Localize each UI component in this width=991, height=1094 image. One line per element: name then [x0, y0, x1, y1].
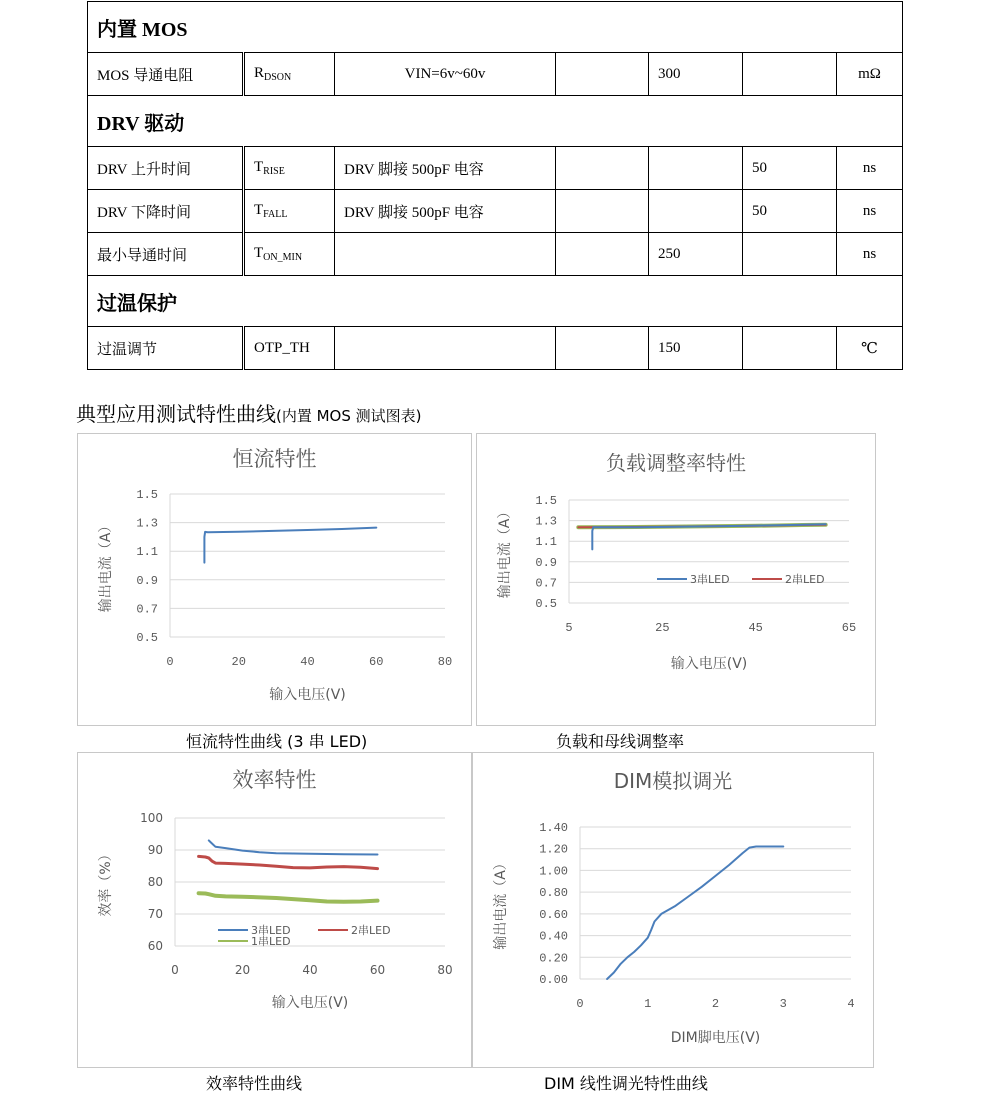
- unit-cell: ns: [837, 147, 903, 190]
- min-cell: [556, 53, 649, 96]
- legend-label: 3串LED: [690, 573, 730, 586]
- series-line-1: [209, 840, 378, 854]
- series-line-1: [607, 847, 783, 980]
- min-cell: [556, 233, 649, 276]
- y-tick-label: 1.40: [539, 821, 568, 835]
- min-cell: [556, 327, 649, 370]
- chart-title: 恒流特性: [232, 447, 317, 471]
- caption-load-regulation: 负载和母线调整率: [556, 732, 685, 751]
- chart-title: 负载调整率特性: [606, 451, 746, 475]
- section-title: 内置 MOS: [88, 2, 903, 53]
- caption-constant-current: 恒流特性曲线 (3 串 LED): [186, 732, 368, 751]
- y-axis-label: 输出电流（A）: [493, 856, 509, 950]
- max-cell: 50: [743, 190, 837, 233]
- y-tick-label: 90: [147, 843, 163, 857]
- symbol-cell: [244, 53, 335, 96]
- y-tick-label: 70: [147, 907, 163, 921]
- chart-title: 效率特性: [232, 768, 317, 792]
- x-axis-label: DIM脚电压(V): [670, 1030, 761, 1046]
- y-tick-label: 0.40: [539, 929, 568, 944]
- y-tick-label: 1.5: [535, 494, 557, 508]
- spec-row: [88, 190, 903, 233]
- x-tick-label: 1: [644, 997, 652, 1011]
- y-tick-label: 1.20: [539, 842, 568, 857]
- legend-label: 3串LED: [251, 924, 291, 937]
- symbol-sub: ON_MIN: [263, 252, 303, 263]
- max-cell: [743, 327, 837, 370]
- x-axis-label: 输入电压(V): [271, 995, 349, 1011]
- x-tick-label: 4: [847, 997, 855, 1011]
- chart-svg: [78, 753, 471, 1067]
- param-cell: DRV 下降时间: [88, 190, 244, 233]
- y-tick-label: 1.3: [136, 516, 158, 531]
- series-line-3: [199, 893, 378, 902]
- symbol-main: T: [254, 202, 264, 218]
- spec-row: [88, 147, 903, 190]
- y-tick-label: 0.60: [539, 907, 568, 922]
- unit-cell: ns: [837, 190, 903, 233]
- caption-efficiency: 效率特性曲线: [206, 1074, 303, 1093]
- y-tick-label: 1.00: [539, 864, 568, 879]
- x-tick-label: 20: [231, 655, 246, 669]
- series-line-1: [204, 528, 376, 563]
- typ-cell: 300: [649, 53, 743, 96]
- section-heading: [76, 398, 422, 427]
- symbol-main: R: [254, 65, 265, 81]
- y-tick-label: 1.5: [136, 488, 158, 502]
- chart-svg: [78, 434, 471, 725]
- y-tick-label: 0.00: [539, 973, 568, 987]
- x-tick-label: 0: [171, 963, 179, 977]
- chart-panel-efficiency: [77, 752, 472, 1068]
- typ-cell: 150: [649, 327, 743, 370]
- x-tick-label: 40: [300, 655, 315, 669]
- max-cell: 50: [743, 147, 837, 190]
- chart-svg: [477, 434, 875, 725]
- y-tick-label: 0.5: [535, 597, 557, 611]
- symbol-sub: FALL: [263, 209, 288, 220]
- condition-cell: [335, 327, 556, 370]
- y-tick-label: 1.1: [136, 545, 158, 560]
- legend-label: 1串LED: [251, 935, 291, 948]
- y-tick-label: 0.9: [535, 555, 557, 570]
- x-tick-label: 80: [437, 655, 453, 669]
- typ-cell: [649, 147, 743, 190]
- symbol-sub: DSON: [264, 72, 292, 83]
- y-tick-label: 80: [147, 875, 163, 889]
- legend-label: 2串LED: [351, 924, 391, 937]
- x-tick-label: 60: [369, 655, 384, 669]
- symbol-cell: [244, 327, 335, 370]
- y-tick-label: 0.5: [136, 631, 158, 645]
- series-line-2: [199, 856, 378, 868]
- x-tick-label: 5: [565, 621, 573, 635]
- condition-cell: DRV 脚接 500pF 电容: [335, 190, 556, 233]
- typ-cell: [649, 190, 743, 233]
- y-tick-label: 0.9: [136, 573, 158, 588]
- unit-cell: mΩ: [837, 53, 903, 96]
- x-tick-label: 40: [302, 963, 318, 977]
- condition-cell: VIN=6v~60v: [335, 53, 556, 96]
- y-axis-label: 输出电流（A）: [497, 504, 513, 599]
- y-axis-label: 输出电流（A）: [98, 518, 114, 613]
- symbol-cell: [244, 233, 335, 276]
- chart-title: DIM模拟调光: [613, 769, 733, 793]
- x-tick-label: 60: [369, 963, 386, 977]
- x-tick-label: 80: [437, 963, 453, 977]
- y-tick-label: 60: [147, 939, 163, 953]
- x-tick-label: 25: [655, 621, 670, 635]
- x-axis-label: 输入电压(V): [670, 656, 748, 672]
- y-tick-label: 0.80: [539, 886, 568, 901]
- chart-panel-dim: [472, 752, 874, 1068]
- y-tick-label: 0.20: [539, 951, 568, 966]
- x-tick-label: 3: [779, 997, 787, 1011]
- y-tick-label: 1.3: [535, 514, 557, 529]
- x-axis-label: 输入电压(V): [269, 687, 346, 703]
- y-tick-label: 0.7: [535, 576, 557, 591]
- spec-row: [88, 327, 903, 370]
- condition-cell: [335, 233, 556, 276]
- y-axis-label: 效率（%）: [98, 847, 114, 917]
- spec-table: [87, 1, 903, 370]
- symbol-cell: [244, 190, 335, 233]
- param-cell: MOS 导通电阻: [88, 53, 244, 96]
- param-cell: DRV 上升时间: [88, 147, 244, 190]
- min-cell: [556, 147, 649, 190]
- x-tick-label: 20: [234, 963, 251, 977]
- x-tick-label: 65: [841, 621, 857, 635]
- x-tick-label: 0: [166, 655, 174, 669]
- param-cell: 最小导通时间: [88, 233, 244, 276]
- symbol-main: OTP_TH: [254, 339, 310, 356]
- section-row: [88, 276, 903, 327]
- section-row: [88, 2, 903, 53]
- x-tick-label: 2: [711, 997, 720, 1011]
- section-title: DRV 驱动: [88, 96, 903, 147]
- y-tick-label: 1.1: [535, 535, 557, 550]
- param-cell: 过温调节: [88, 327, 244, 370]
- unit-cell: ℃: [837, 327, 903, 370]
- symbol-cell: [244, 147, 335, 190]
- y-tick-label: 100: [140, 811, 163, 825]
- y-tick-label: 0.7: [136, 602, 158, 617]
- caption-dim: DIM 线性调光特性曲线: [544, 1074, 708, 1093]
- min-cell: [556, 190, 649, 233]
- symbol-main: T: [254, 159, 264, 175]
- condition-cell: DRV 脚接 500pF 电容: [335, 147, 556, 190]
- chart-panel-load-regulation: [476, 433, 876, 726]
- legend-label: 2串LED: [785, 573, 825, 586]
- heading-main: 典型应用测试特性曲线: [76, 402, 276, 426]
- heading-sub: (内置 MOS 测试图表): [276, 407, 422, 425]
- chart-panel-constant-current: [77, 433, 472, 726]
- max-cell: [743, 53, 837, 96]
- symbol-main: T: [254, 245, 264, 261]
- x-tick-label: 0: [576, 997, 584, 1011]
- symbol-sub: RISE: [263, 166, 285, 177]
- typ-cell: 250: [649, 233, 743, 276]
- unit-cell: ns: [837, 233, 903, 276]
- x-tick-label: 45: [748, 621, 763, 635]
- section-title: 过温保护: [88, 276, 903, 327]
- max-cell: [743, 233, 837, 276]
- section-row: [88, 96, 903, 147]
- spec-row: [88, 53, 903, 96]
- chart-svg: [473, 753, 873, 1067]
- spec-row: [88, 233, 903, 276]
